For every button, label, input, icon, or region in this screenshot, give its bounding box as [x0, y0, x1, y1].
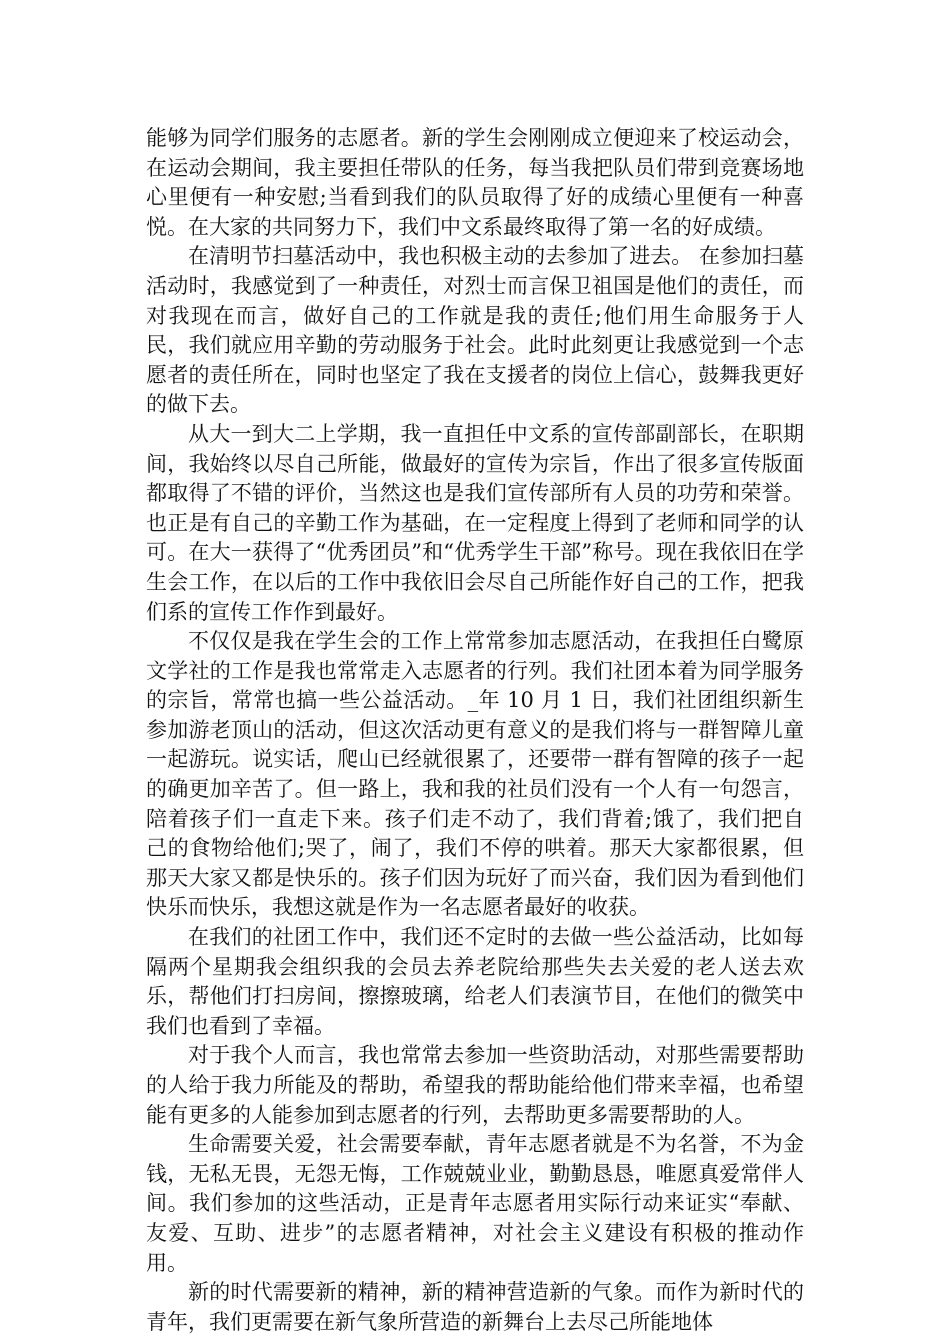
paragraph-4: 不仅仅是我在学生会的工作上常常参加志愿活动，在我担任白鹭原文学社的工作是我也常常走入志愿者的行列。我们社团本着为同学服务的宗旨，常常也搞一些公益活动。_年 10 月 1 日，我们社团组织新生参加游老顶山的活动，但这次活动更有意义的是我们将与一群智障儿童一起游玩。说实话，爬山已经就很累了，还要带一群有智障的孩子一起的确更加辛苦了。但一路上，我和我的社员们没有一个人有一句怨言，陪着孩子们一直走下来。孩子们走不动了，我们背着;饿了，我们把自己的食物给他们;哭了，闹了，我们不停的哄着。那天大家都很累，但那天大家又都是快乐的。孩子们因为玩好了而兴奋，我们因为看到他们快乐而快乐，我想这就是作为一名志愿者最好的收获。	[146, 629, 804, 920]
document-page	[146, 124, 804, 1337]
paragraph-5: 在我们的社团工作中，我们还不定时的去做一些公益活动，比如每隔两个星期我会组织我的会员去养老院给那些失去关爱的老人送去欢乐，帮他们打扫房间，擦擦玻璃，给老人们表演节目，在他们的微笑中我们也看到了幸福。	[146, 925, 804, 1038]
paragraph-2: 在清明节扫墓活动中，我也积极主动的去参加了进去。 在参加扫墓活动时，我感觉到了一种责任，对烈士而言保卫祖国是他们的责任，而对我现在而言，做好自己的工作就是我的责任;他们用生命服务于人民，我们就应用辛勤的劳动服务于社会。此时此刻更让我感觉到一个志愿者的责任所在，同时也坚定了我在支援者的岗位上信心，鼓舞我更好的做下去。	[146, 244, 804, 417]
paragraph-6: 对于我个人而言，我也常常去参加一些资助活动，对那些需要帮助的人给于我力所能及的帮助，希望我的帮助能给他们带来幸福，也希望能有更多的人能参加到志愿者的行列，去帮助更多需要帮助的人。	[146, 1043, 804, 1127]
paragraph-1: 能够为同学们服务的志愿者。新的学生会刚刚成立便迎来了校运动会，在运动会期间，我主要担任带队的任务，每当我把队员们带到竞赛场地心里便有一种安慰;当看到我们的队员取得了好的成绩心里便有一种喜悦。在大家的共同努力下，我们中文系最终取得了第一名的好成绩。	[146, 126, 804, 239]
paragraph-7: 生命需要关爱，社会需要奉献，青年志愿者就是不为名誉，不为金钱，无私无畏，无怨无悔，工作兢兢业业，勤勤恳恳，唯愿真爱常伴人间。我们参加的这些活动，正是青年志愿者用实际行动来证实“奉献、友爱、互助、进步”的志愿者精神，对社会主义建设有积极的推动作用。	[146, 1132, 804, 1275]
paragraph-8: 新的时代需要新的精神，新的精神营造新的气象。而作为新时代的青年，我们更需要在新气象所营造的新舞台上去尽己所能地体	[146, 1280, 804, 1334]
paragraph-3: 从大一到大二上学期，我一直担任中文系的宣传部副部长，在职期间，我始终以尽自己所能，做最好的宣传为宗旨，作出了很多宣传版面都取得了不错的评价，当然这也是我们宣传部所有人员的功劳和荣誉。也正是有自己的辛勤工作为基础，在一定程度上得到了老师和同学的认可。在大一获得了“优秀团员”和“优秀学生干部”称号。现在我依旧在学生会工作，在以后的工作中我依旧会尽自己所能作好自己的工作，把我们系的宣传工作作到最好。	[146, 421, 804, 624]
